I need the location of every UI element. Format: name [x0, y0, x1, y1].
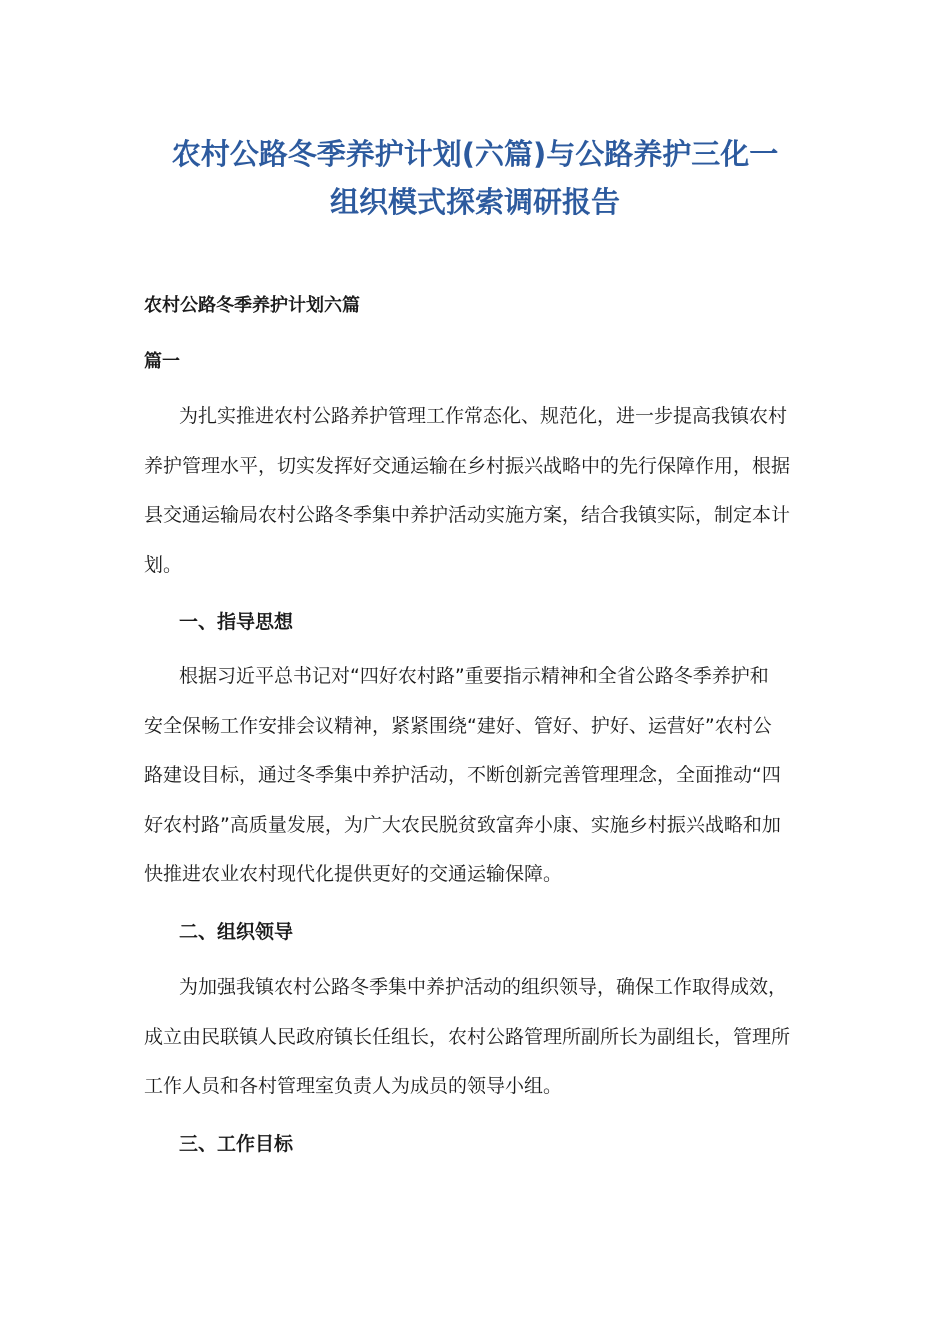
section1-line-4: 好农村路”高质量发展，为广大农民脱贫致富奔小康、实施乡村振兴战略和加: [144, 813, 781, 836]
section1-line-2: 安全保畅工作安排会议精神，紧紧围绕“建好、管好、护好、运营好”农村公: [144, 714, 772, 737]
section2-line-2: 成立由民联镇人民政府镇长任组长，农村公路管理所副所长为副组长，管理所: [144, 1025, 791, 1048]
section1-paragraph: [144, 652, 804, 900]
intro-line-3: 县交通运输局农村公路冬季集中养护活动实施方案，结合我镇实际，制定本计: [144, 504, 791, 527]
subtitle-heading: 农村公路冬季养护计划六篇: [144, 295, 360, 316]
section2-paragraph: [144, 963, 804, 1112]
document-title: [140, 130, 810, 226]
section2-line-3: 工作人员和各村管理室负责人为成员的领导小组。: [144, 1075, 563, 1098]
title-line-1: 农村公路冬季养护计划(六篇)与公路养护三化一: [171, 137, 779, 171]
part-heading: 篇一: [144, 351, 180, 372]
intro-line-4: 划。: [144, 553, 183, 576]
section1-line-1: 根据习近平总书记对“四好农村路”重要指示精神和全省公路冬季养护和: [179, 665, 769, 687]
intro-line-2: 养护管理水平，切实发挥好交通运输在乡村振兴战略中的先行保障作用，根据: [144, 454, 791, 477]
section-heading-work-goals: 三、工作目标: [179, 1133, 294, 1155]
section1-line-3: 路建设目标，通过冬季集中养护活动，不断创新完善管理理念，全面推动“四: [144, 764, 781, 787]
section2-line-1: 为加强我镇农村公路冬季集中养护活动的组织领导，确保工作取得成效，: [179, 976, 788, 998]
section-heading-guiding-ideology: 一、指导思想: [179, 611, 294, 633]
title-line-2: 组织模式探索调研报告: [329, 185, 620, 219]
section1-line-5: 快推进农业农村现代化提供更好的交通运输保障。: [144, 863, 563, 886]
intro-paragraph: [144, 392, 804, 590]
intro-line-1: 为扎实推进农村公路养护管理工作常态化、规范化，进一步提高我镇农村: [179, 405, 788, 427]
section-heading-organization: 二、组织领导: [179, 921, 294, 943]
